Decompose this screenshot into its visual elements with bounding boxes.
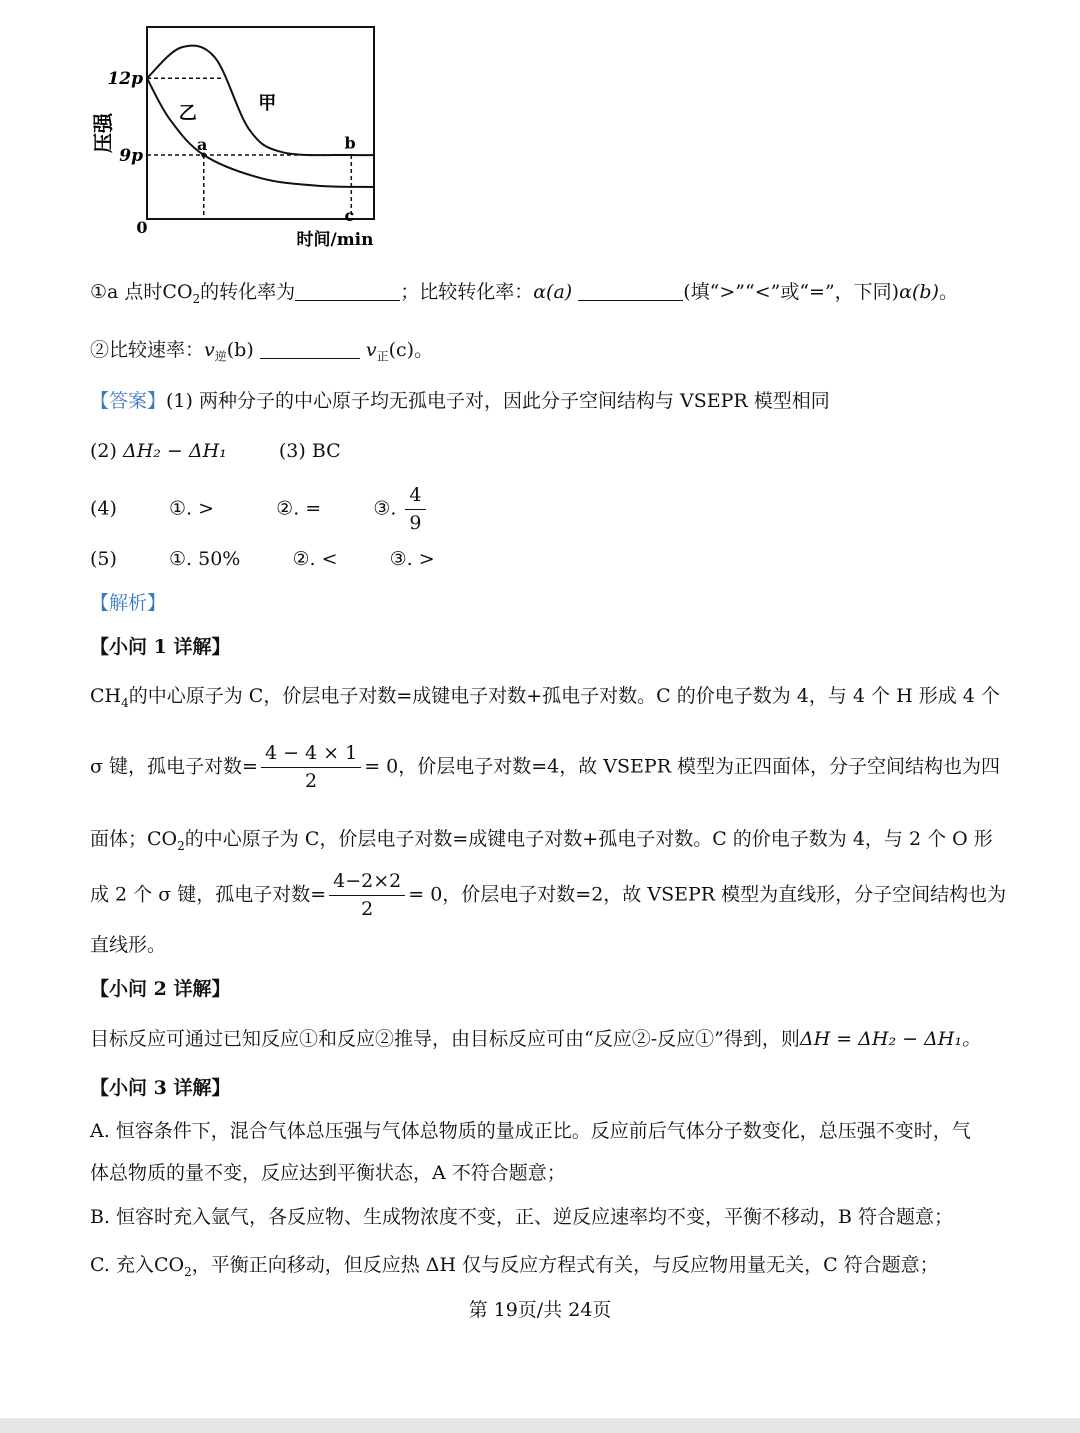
question-1: ①a 点时$CO_2$的转化率为 ；比较转化率：α(a) (填“>”“<”或“=”，下同)α(b)。 [90,280,958,306]
s3-option-b: B. 恒容时充入氩气，各反应物、生成物浓度不变，正、逆反应速率均不变，平衡不移动，B 符合题意； [90,1206,954,1228]
answer-4: (4) ①. > ②. = ③. $\frac{4}{9}$ [90,484,429,535]
y-tick-9p: 9p [119,146,143,166]
answer-2-3: (2) ΔH₂ − ΔH₁ (3) BC [90,440,341,462]
answer-tag: 【答案】 [90,390,167,412]
section-2-title: 【小问 2 详解】 [90,978,231,1000]
s3-option-a-1: A. 恒容条件下，混合气体总压强与气体总物质的量成正比。反应前后气体分子数变化，总压强不变时，气 [90,1120,971,1142]
fraction-lone-pairs-co2: $\frac{4-2\times 2}{2}$ [329,870,405,921]
answer-5: (5) ①. 50% ②. < ③. > [90,548,435,570]
point-label-a: a [196,134,208,154]
answer-blank-1[interactable] [295,280,400,301]
co2-formula: $CO_2$ [162,280,201,306]
answer-blank-2[interactable] [578,280,683,301]
s3-option-a-2: 体总物质的量不变，反应达到平衡状态，A 不符合题意； [90,1162,566,1184]
s1-para-4: 成 2 个 σ 键，孤电子对数= $\frac{4-2\times 2}{2}$ = 0，价层电子对数=2，故 VSEPR 模型为直线形，分子空间结构也为 [90,870,1007,920]
origin-label: 0 [136,218,148,237]
section-3-title: 【小问 3 详解】 [90,1077,231,1099]
y-axis-label: 压强 [91,113,115,153]
section-1-title: 【小问 1 详解】 [90,636,231,658]
s2-para-1: 目标反应可通过已知反应①和反应②推导，由目标反应可由“反应②-反应①”得到，则ΔH = ΔH₂ − ΔH₁。 [90,1028,981,1050]
s1-para-1: $CH_4$的中心原子为 C，价层电子对数=成键电子对数+孤电子对数。C 的价电子数为 4，与 4 个 H 形成 4 个 [90,685,1000,710]
analysis-tag: 【解析】 [90,592,167,614]
s1-para-3: 面体；$CO_2$的中心原子为 C，价层电子对数=成键电子对数+孤电子对数。C 的价电子数为 4，与 2 个 O 形 [90,828,993,853]
s1-para-2: σ 键，孤电子对数= $\frac{4 - 4 \times 1}{2}$ = 0，价层电子对数=4，故 VSEPR 模型为正四面体，分子空间结构也为四 [90,742,1001,792]
y-tick-12p: 12p [107,69,143,90]
series-label-jia: 甲 [258,92,277,114]
point-label-c: c [344,206,355,225]
pressure-time-chart [80,15,390,255]
fraction-4-9: $\frac{4}{9}$ [405,484,425,535]
x-axis-label: 时间/min [296,230,374,250]
answer-1: 【答案】(1) 两种分子的中心原子均无孤电子对，因此分子空间结构与 VSEPR 模型相同 [90,390,830,412]
point-label-b: b [344,133,356,153]
s3-option-c: C. 充入$CO_2$，平衡正向移动，但反应热 ΔH 仅与反应方程式有关，与反应物用量无关，C 符合题意； [90,1254,939,1279]
fraction-lone-pairs-ch4: $\frac{4 - 4 \times 1}{2}$ [261,742,361,793]
question-2: ②比较速率：$v_逆(b)$ $v_正(c)$。 [90,338,434,364]
bottom-scroll-bar [0,1418,1080,1433]
s1-para-5: 直线形。 [90,934,167,956]
answer-blank-3[interactable] [260,338,360,359]
page-footer: 第 19页/共 24页 [468,1299,612,1321]
series-label-yi: 乙 [178,103,197,125]
